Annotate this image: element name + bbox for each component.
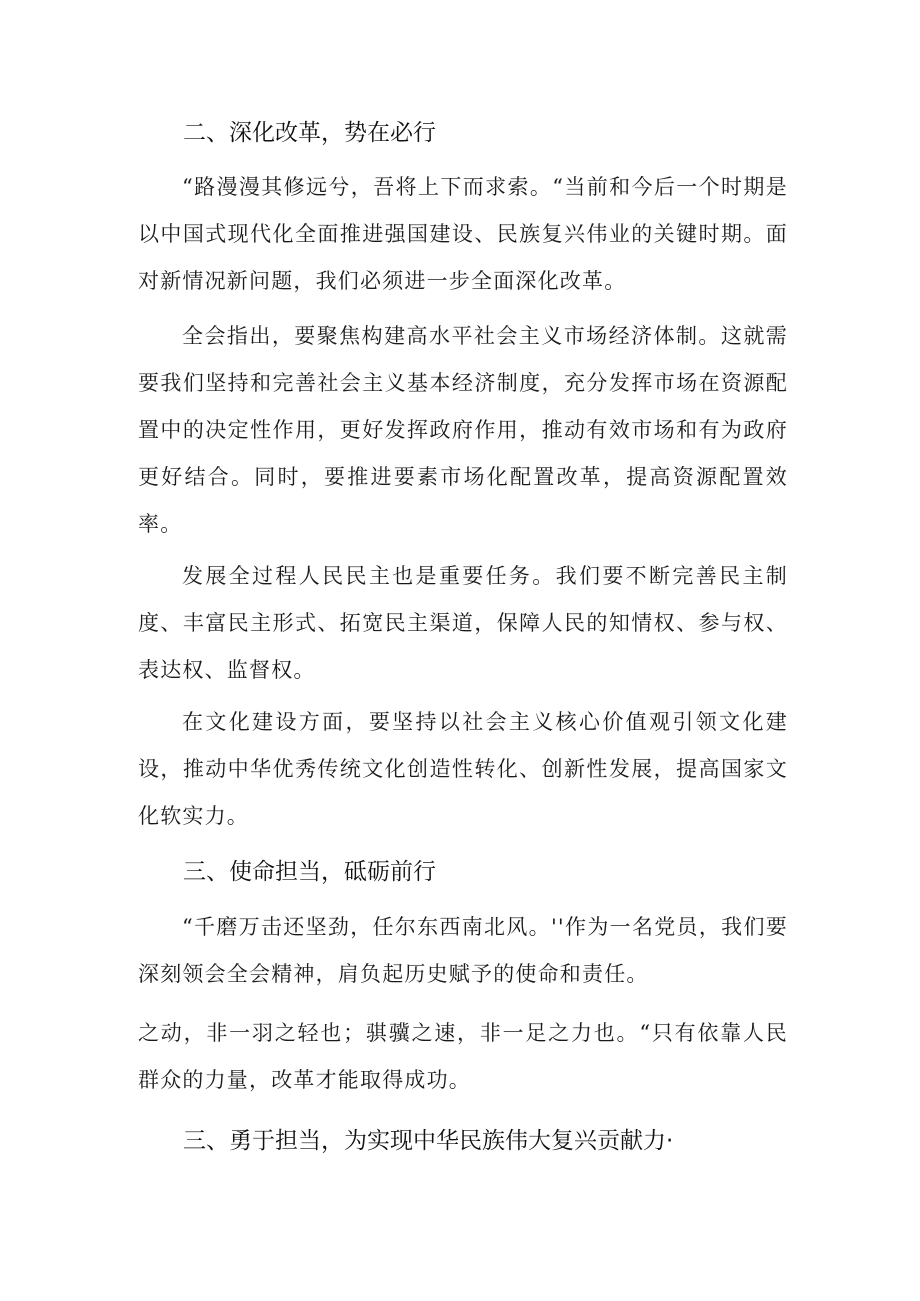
paragraph-party-member-mission: “千磨万击还坚劲，任尔东西南北风。''作为一名党员，我们要深刻领会全会精神，肩负起历史赋予的使命和责任。 [138,915,788,986]
section-heading-deepen-reform: 二、深化改革，势在必行 [183,120,436,146]
paragraph-market-economy: 全会指出，要聚焦构建高水平社会主义市场经济体制。这就需要我们坚持和完善社会主义基本经济制度，充分发挥市场在资源配置中的决定性作用，更好发挥政府作用，推动有效市场和有为政府更好结合。同时，要推进要素市场化配置改革，提高资源配置效率。 [138,324,788,536]
paragraph-cultural-construction: 在文化建设方面，要坚持以社会主义核心价值观引领文化建设，推动中华优秀传统文化创造性转化、创新性发展，提高国家文化软实力。 [138,710,788,828]
paragraph-quote-opening: “路漫漫其修远兮，吾将上下而求索。“当前和今后一个时期是以中国式现代化全面推进强国建设、民族复兴伟业的关键时期。面对新情况新问题，我们必须进一步全面深化改革。 [138,175,788,293]
paragraph-people-strength: 之动，非一羽之轻也；骐骥之速，非一足之力也。“只有依靠人民群众的力量，改革才能取得成功。 [138,1021,788,1092]
paragraph-whole-process-democracy: 发展全过程人民民主也是重要任务。我们要不断完善民主制度、丰富民主形式、拓宽民主渠道，保障人民的知情权、参与权、表达权、监督权。 [138,564,788,682]
section-heading-national-rejuvenation: 三、勇于担当，为实现中华民族伟大复兴贡献力· [183,1128,674,1154]
section-heading-mission: 三、使命担当，砥砺前行 [183,859,436,885]
